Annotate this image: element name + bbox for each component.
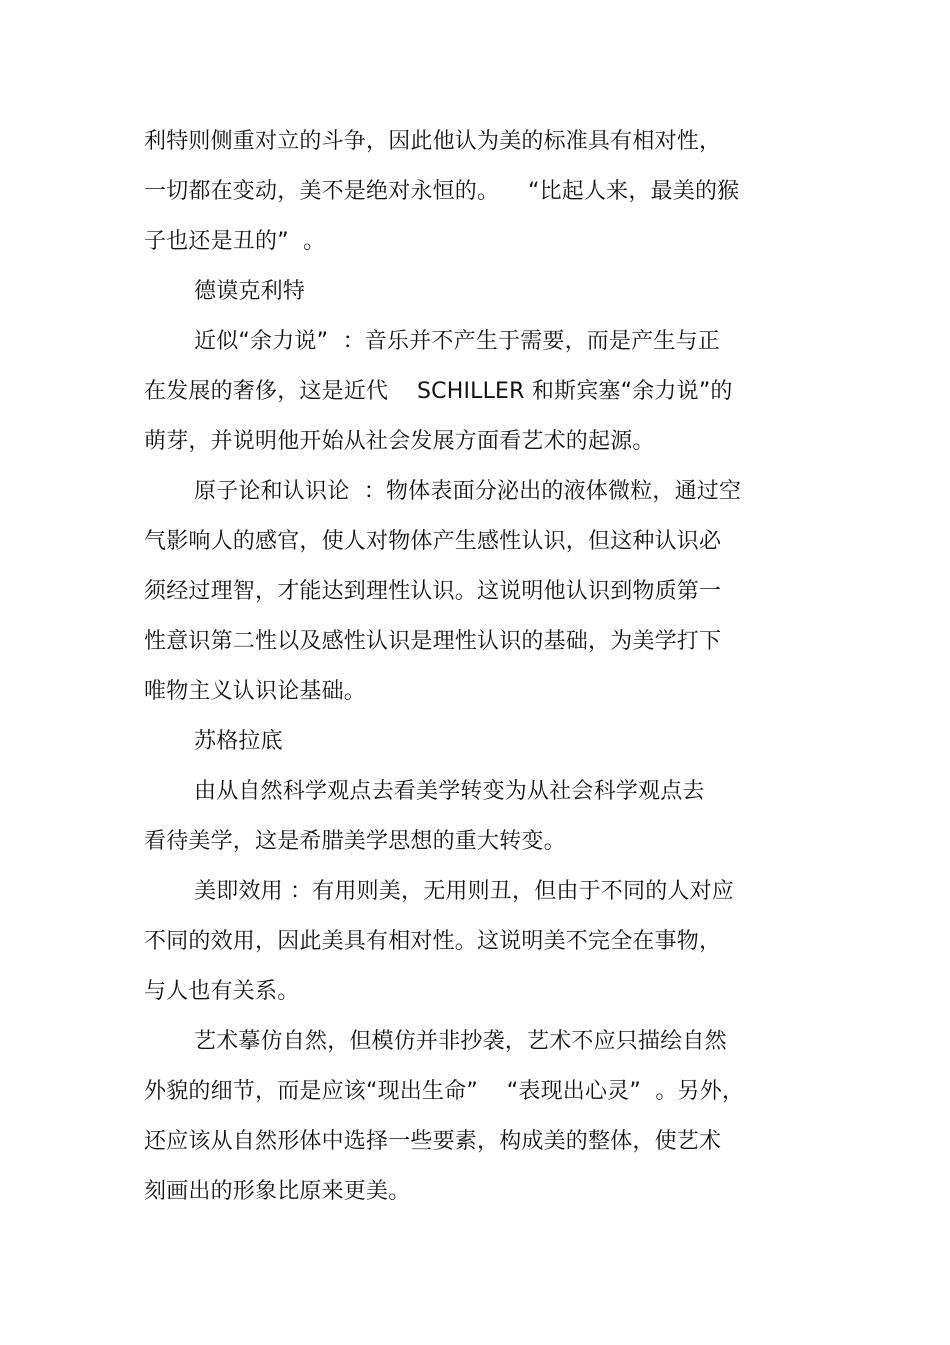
section-heading: 苏格拉底: [194, 729, 283, 754]
text-line: 气影响人的感官，使人对物体产生感性认识，但这种认识必: [144, 529, 722, 554]
text-line: 不同的效用，因此美具有相对性。这说明美不完全在事物，: [144, 929, 722, 954]
text-line: 子也还是丑的” 。: [144, 229, 326, 254]
text-line: 唯物主义认识论基础。: [144, 679, 367, 704]
text-line: 看待美学，这是希腊美学思想的重大转变。: [144, 829, 566, 854]
text-line: 刻画出的形象比原来更美。: [144, 1179, 411, 1204]
text-line: 与人也有关系。: [144, 979, 300, 1004]
text-line: 近似“余力说” ：音乐并不产生于需要，而是产生与正: [194, 329, 720, 354]
text-line: 原子论和认识论 ：物体表面分泌出的液体微粒，通过空: [194, 479, 742, 504]
text-line: 萌芽，并说明他开始从社会发展方面看艺术的起源。: [144, 429, 655, 454]
section-heading: 德谟克利特: [194, 279, 306, 304]
text-line: 由从自然科学观点去看美学转变为从社会科学观点去: [194, 779, 705, 804]
text-line: 艺术摹仿自然，但模仿并非抄袭，艺术不应只描绘自然: [194, 1029, 727, 1054]
text-line: 须经过理智，才能达到理性认识。这说明他认识到物质第一: [144, 579, 722, 604]
text-line: 性意识第二性以及感性认识是理性认识的基础，为美学打下: [144, 629, 722, 654]
text-line: 还应该从自然形体中选择一些要素，构成美的整体，使艺术: [144, 1129, 722, 1154]
text-line: 外貌的细节，而是应该“现出生命” “表现出心灵” 。另外，: [144, 1079, 745, 1104]
text-line: 一切都在变动，美不是绝对永恒的。 “比起人来，最美的猴: [144, 179, 740, 204]
text-line: 在发展的奢侈，这是近代 SCHILLER 和斯宾塞“余力说”的: [144, 379, 733, 404]
text-line: 利特则侧重对立的斗争，因此他认为美的标准具有相对性，: [144, 129, 722, 154]
text-line: 美即效用 ：有用则美，无用则丑，但由于不同的人对应: [194, 879, 734, 904]
